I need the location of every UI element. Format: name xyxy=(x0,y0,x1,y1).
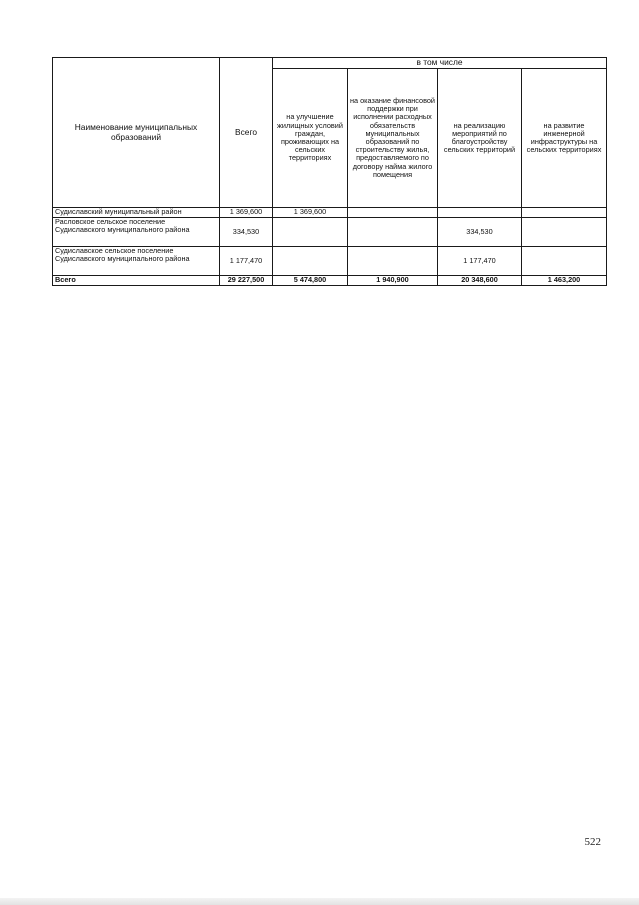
row-total: 1 177,470 xyxy=(220,247,273,276)
total-row xyxy=(53,276,607,286)
row-total: 1 369,600 xyxy=(220,208,273,218)
row-engineering-infrastructure xyxy=(522,208,607,218)
row-housing-improvement: 1 369,600 xyxy=(273,208,348,218)
row-housing-improvement xyxy=(273,247,348,276)
row-name: Судиславский муниципальный район xyxy=(53,208,220,218)
header-engineering-infrastructure: на развитие инженерной инфраструктуры на сельских территориях xyxy=(522,69,607,208)
total-row-territory-improvement: 20 348,600 xyxy=(438,276,522,286)
row-territory-improvement xyxy=(438,208,522,218)
row-housing-construction-support xyxy=(348,208,438,218)
row-housing-improvement xyxy=(273,218,348,247)
total-row-total: 29 227,500 xyxy=(220,276,273,286)
scan-bottom-edge xyxy=(0,898,639,905)
header-territory-improvement: на реализацию мероприятий по благоустройству сельских территорий xyxy=(438,69,522,208)
row-name: Расловское сельское поселение Судиславского муниципального района xyxy=(53,218,220,247)
header-total: Всего xyxy=(220,58,273,208)
row-engineering-infrastructure xyxy=(522,218,607,247)
row-total: 334,530 xyxy=(220,218,273,247)
total-row-housing-improvement: 5 474,800 xyxy=(273,276,348,286)
row-territory-improvement: 334,530 xyxy=(438,218,522,247)
row-territory-improvement: 1 177,470 xyxy=(438,247,522,276)
total-row-label: Всего xyxy=(53,276,220,286)
table-row xyxy=(53,247,607,276)
row-housing-construction-support xyxy=(348,218,438,247)
page-number: 522 xyxy=(584,836,601,848)
header-municipality-name: Наименование муниципальных образований xyxy=(53,58,220,208)
table-row xyxy=(53,208,607,218)
row-engineering-infrastructure xyxy=(522,247,607,276)
header-row-group xyxy=(53,58,607,69)
row-housing-construction-support xyxy=(348,247,438,276)
table-row xyxy=(53,218,607,247)
header-including-group: в том числе xyxy=(273,58,607,69)
total-row-engineering-infrastructure: 1 463,200 xyxy=(522,276,607,286)
row-name: Судиславское сельское поселение Судиславского муниципального района xyxy=(53,247,220,276)
header-housing-construction-support: на оказание финансовой поддержки при исполнении расходных обязательств муниципальных образований по строительству жилья, предоставляемого по договору найма жилого помещения xyxy=(348,69,438,208)
subsidy-allocation-table xyxy=(52,57,607,286)
total-row-housing-construction-support: 1 940,900 xyxy=(348,276,438,286)
header-housing-improvement: на улучшение жилищных условий граждан, проживающих на сельских территориях xyxy=(273,69,348,208)
